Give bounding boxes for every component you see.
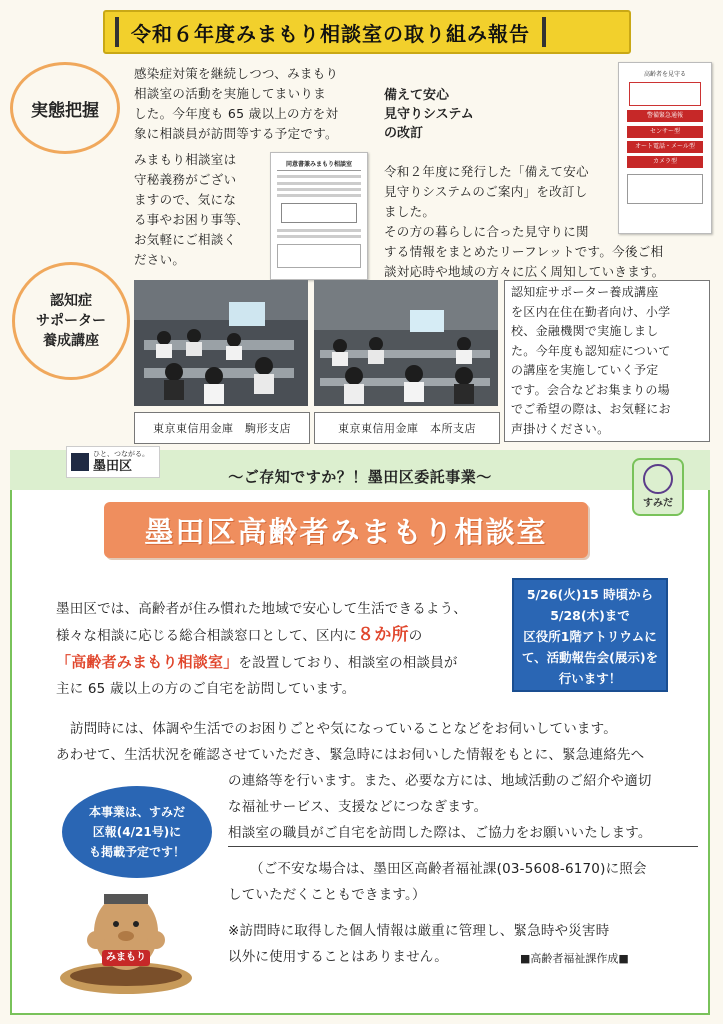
event-line: 5/26(火)15 時頃から: [526, 587, 654, 602]
text-line: ※訪問時に取得した個人情報は厳重に管理し、緊急時や災害時: [228, 923, 610, 939]
text-line: 主に 65 歳以上の方のご自宅を訪問しています。: [56, 681, 356, 697]
leaflet-item: センサー型: [627, 126, 703, 138]
sumida-badge: [632, 458, 684, 516]
text-line: する情報をまとめたリーフレットです。今後ご相: [384, 244, 664, 259]
section-label-dementia-supporter: [12, 262, 130, 380]
sumida-badge-label: すみだ: [643, 498, 673, 509]
text-line: （ご不安な場合は、墨田区高齢者福祉課(03-5608-6170)に照会: [250, 861, 647, 877]
leaflet-item: オート電話・メール型: [627, 141, 703, 153]
section-label-fact-finding: 実態把握: [10, 62, 120, 154]
text-line: 様々な相談に応じる総合相談窓口として、区内に: [56, 628, 358, 644]
text-line: お気軽にご相談く: [134, 232, 237, 247]
consent-form-thumbnail: [270, 152, 368, 280]
text-line: を設置しており、相談室の相談員が: [238, 655, 458, 671]
event-line: 行います！: [558, 671, 622, 686]
event-notice-box: [512, 578, 668, 692]
text-line: 談対応時や地域の方々に広く周知していきます。: [384, 264, 665, 279]
text-line: の講座を実施していく予定: [511, 363, 659, 377]
event-line: 区役所1階アトリウムに: [523, 629, 657, 644]
seminar-photo-image: [134, 280, 308, 406]
report-banner: [103, 10, 631, 54]
label-line: サポーター: [36, 313, 106, 329]
text-line: る事やお困り事等、: [134, 212, 250, 227]
text-line: ました。: [384, 204, 436, 219]
text-line: 感染症対策を継続しつつ、みまもり: [134, 66, 339, 81]
visit-paragraph: [56, 716, 696, 768]
office-name-highlight: 「高齢者みまもり相談室」: [56, 653, 239, 671]
text-line: その方の暮らしに合った見守りに関: [384, 224, 589, 239]
text-line: あわせて、生活状況を確認させていただき、緊急時にはお伺いした情報をもとに、緊急連絡先へ: [56, 747, 645, 763]
label-line: 認知症: [50, 293, 92, 309]
section1-paragraph-2: [134, 150, 264, 270]
event-line: 5/28(木)まで: [550, 608, 630, 623]
section1-paragraph: [134, 64, 374, 144]
mascot-illustration: [56, 880, 196, 996]
footer-credit: ■高齢者福祉課作成■: [520, 952, 629, 965]
text-line: 認知症サポーター養成講座: [511, 285, 659, 299]
seminar-photo-honjo: [314, 280, 498, 406]
text-line: の連絡等を行います。また、必要な方には、地域活動のご紹介や適切: [228, 773, 652, 789]
text-line: でご希望の際は、お気軽にお: [511, 402, 671, 416]
leaflet-item: カメラ型: [627, 156, 703, 168]
heading-line: の改訂: [384, 126, 424, 141]
section3-paragraph: [504, 280, 710, 442]
leaflet-item: 警備緊急通報: [627, 110, 703, 122]
consent-form-title: 同意書兼みまもり相談室: [277, 159, 361, 171]
text-line: を区内在住在勤者向け、小学: [511, 304, 671, 319]
text-line: ますので、気にな: [134, 192, 237, 207]
seminar-photo-komagata: [134, 280, 308, 406]
event-line: て、活動報告会(展示)を: [521, 650, 659, 665]
text-line: 相談室の職員がご自宅を訪問した際は、ご協力をお願いいたします。: [228, 820, 698, 847]
newsletter-callout: [62, 786, 212, 878]
label-line: 養成講座: [43, 333, 99, 349]
text-line: の: [408, 628, 423, 644]
text-line: 相談室の活動を実施してまいりま: [134, 86, 327, 101]
contact-paragraph: [228, 856, 698, 908]
sumida-city-logo: [66, 446, 160, 478]
section2-heading: [384, 86, 504, 143]
text-line: した。今年度も 65 歳以上の方を対: [134, 106, 339, 121]
text-line: 見守りシステムのご案内」を改訂し: [384, 184, 588, 199]
heading-line: 備えて安心: [384, 88, 450, 103]
mimamori-mascot: [56, 880, 196, 996]
text-line: 訪問時には、体調や生活でのお困りごとや気になっていることなどをお伺いしています。: [70, 721, 617, 737]
callout-line: も掲載予定です！: [88, 845, 185, 859]
text-line: 校、金融機関で実施しまし: [511, 324, 659, 338]
report-title: 令和６年度みまもり相談室の取り組み報告: [115, 17, 546, 47]
text-line: な福祉サービス、支援などにつなぎます。: [228, 799, 488, 815]
heading-line: 見守りシステム: [384, 107, 474, 122]
text-line: ださい。: [134, 252, 186, 267]
seminar-photo-image: [314, 280, 498, 406]
sumida-logo-mark-icon: [71, 453, 89, 471]
leaflet-header: 高齢者を見守る: [643, 71, 686, 78]
text-line: た。今年度も認知症について: [511, 343, 671, 358]
logo-tagline: ひと、つながる。: [93, 450, 149, 458]
commissioned-project-subheading: ～ご存知ですか？！墨田区委託事業～: [228, 468, 492, 486]
text-line: 守秘義務がござい: [134, 172, 237, 187]
text-line: 以外に使用することはありません。: [228, 949, 449, 965]
callout-line: 区報(4/21号)に: [92, 825, 182, 839]
photo-caption-komagata: 東京東信用金庫 駒形支店: [134, 412, 310, 444]
monitoring-system-leaflet: [618, 62, 712, 234]
text-line: 象に相談員が訪問等する予定です。: [134, 126, 338, 141]
sumida-emblem-icon: [643, 464, 673, 494]
main-title: 墨田区高齢者みまもり相談室: [104, 502, 588, 558]
text-line: 声掛けください。: [511, 421, 610, 436]
callout-line: 本事業は、すみだ: [88, 805, 185, 819]
visit-paragraph-continued: [228, 768, 698, 847]
text-line: です。会合などお集まりの場: [511, 382, 670, 397]
intro-paragraph: [56, 596, 506, 702]
photo-caption-honjo: 東京東信用金庫 本所支店: [314, 412, 500, 444]
text-line: 令和２年度に発行した「備えて安心: [384, 164, 589, 179]
text-line: みまもり相談室は: [134, 152, 237, 167]
mascot-label: みまもり: [102, 950, 150, 966]
logo-name: 墨田区: [93, 459, 133, 474]
text-line: していただくこともできます。）: [228, 887, 426, 903]
text-line: 墨田区では、高齢者が住み慣れた地域で安心して生活できるよう、: [56, 601, 467, 617]
office-count: ８か所: [357, 625, 409, 645]
